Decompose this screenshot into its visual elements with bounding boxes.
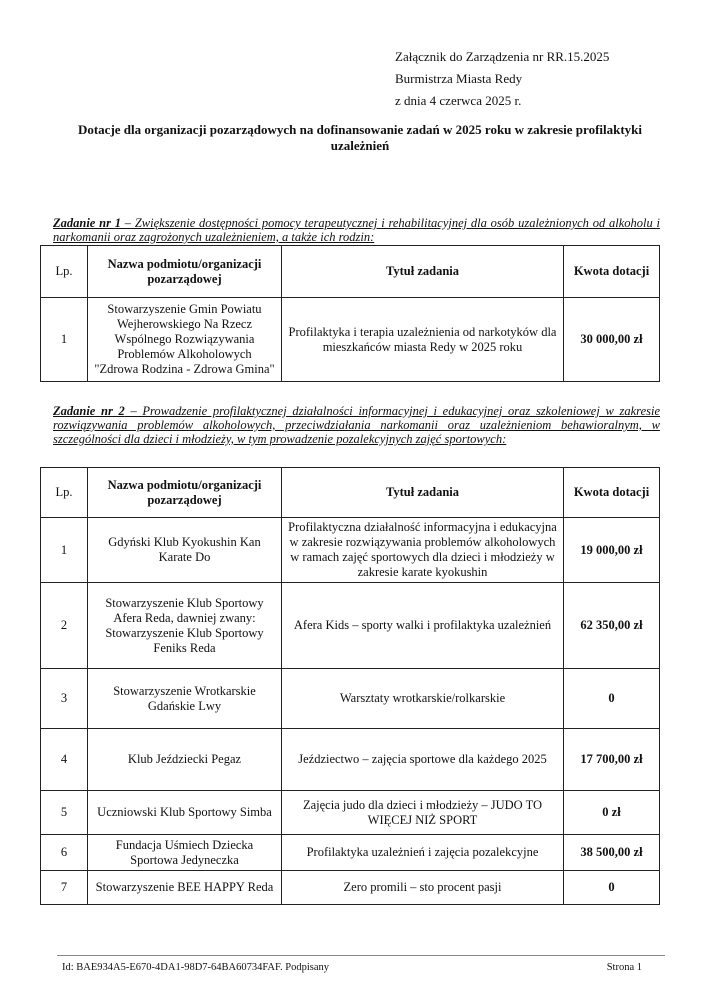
cell-title: Afera Kids – sporty walki i profilaktyka uzależnień — [282, 583, 564, 669]
document-title: Dotacje dla organizacji pozarządowych na dofinansowanie zadań w 2025 roku w zakresie profilaktyki uzależnień — [77, 122, 643, 153]
cell-name: Gdyński Klub Kyokushin Kan Karate Do — [88, 518, 282, 583]
col-title-header: Tytuł zadania — [282, 246, 564, 298]
footer-divider — [57, 955, 665, 956]
col-amount-header: Kwota dotacji — [564, 468, 660, 518]
cell-amount: 30 000,00 zł — [564, 298, 660, 382]
task1-table — [40, 245, 660, 382]
task1-description: – Zwiększenie dostępności pomocy terapeutycznej i rehabilitacyjnej dla osób uzależnionych od alkoholu i narkomanii oraz zagrożonych uzależnieniem, a także ich rodzin: — [53, 216, 660, 244]
header-line-regulation: Załącznik do Zarządzenia nr RR.15.2025 — [395, 49, 610, 64]
page-number: Strona 1 — [606, 962, 642, 973]
cell-title: Zajęcia judo dla dzieci i młodzieży – JUDO TO WIĘCEJ NIŻ SPORT — [282, 791, 564, 835]
cell-title: Warsztaty wrotkarskie/rolkarskie — [282, 669, 564, 729]
task2-heading — [53, 404, 660, 446]
cell-amount: 0 — [564, 669, 660, 729]
col-name-header: Nazwa podmiotu/organizacji pozarządowej — [88, 246, 282, 298]
cell-name: Uczniowski Klub Sportowy Simba — [88, 791, 282, 835]
cell-amount: 0 — [564, 871, 660, 905]
cell-title: Profilaktyka uzależnień i zajęcia pozalekcyjne — [282, 835, 564, 871]
col-amount-header: Kwota dotacji — [564, 246, 660, 298]
col-lp-header: Lp. — [41, 468, 88, 518]
table-row — [41, 729, 660, 791]
col-name-header: Nazwa podmiotu/organizacji pozarządowej — [88, 468, 282, 518]
table-row — [41, 871, 660, 905]
cell-amount: 19 000,00 zł — [564, 518, 660, 583]
cell-name: Stowarzyszenie BEE HAPPY Reda — [88, 871, 282, 905]
col-title-header: Tytuł zadania — [282, 468, 564, 518]
task1-table-header — [41, 246, 660, 298]
cell-lp: 2 — [41, 583, 88, 669]
table-row — [41, 791, 660, 835]
cell-name: Stowarzyszenie Gmin Powiatu Wejherowskiego Na Rzecz Wspólnego Rozwiązywania Problemów Alkoholowych "Zdrowa Rodzina - Zdrowa Gmina" — [88, 298, 282, 382]
cell-name: Fundacja Uśmiech Dziecka Sportowa Jedyneczka — [88, 835, 282, 871]
table-row — [41, 835, 660, 871]
cell-amount: 17 700,00 zł — [564, 729, 660, 791]
task2-description: – Prowadzenie profilaktycznej działalności informacyjnej i edukacyjnej oraz szkoleniowej w zakresie rozwiązywania problemów alkoholowych, przeciwdziałania narkomanii oraz uzależnieniom behawioralnym, w szczególności dla dzieci i młodzieży, w tym prowadzenie pozalekcyjnych zajęć sportowych: — [53, 404, 660, 446]
cell-lp: 3 — [41, 669, 88, 729]
col-lp-header: Lp. — [41, 246, 88, 298]
header-line-mayor: Burmistrza Miasta Redy — [395, 71, 523, 86]
cell-lp: 5 — [41, 791, 88, 835]
table-row — [41, 669, 660, 729]
cell-amount: 38 500,00 zł — [564, 835, 660, 871]
cell-title: Jeździectwo – zajęcia sportowe dla każdego 2025 — [282, 729, 564, 791]
cell-lp: 1 — [41, 518, 88, 583]
task1-heading — [53, 216, 660, 244]
header-line-date: z dnia 4 czerwca 2025 r. — [395, 93, 522, 108]
task2-table-header — [41, 468, 660, 518]
cell-lp: 6 — [41, 835, 88, 871]
document-id: Id: BAE934A5-E670-4DA1-98D7-64BA60734FAF. Podpisany — [62, 962, 330, 973]
cell-title: Zero promili – sto procent pasji — [282, 871, 564, 905]
task1-number: Zadanie nr 1 — [53, 216, 122, 230]
cell-title: Profilaktyka i terapia uzależnienia od narkotyków dla mieszkańców miasta Redy w 2025 roku — [282, 298, 564, 382]
cell-title: Profilaktyczna działalność informacyjna i edukacyjna w zakresie rozwiązywania problemów alkoholowych w ramach zajęć sportowych dla dzieci i młodzieży w zakresie karate kyokushin — [282, 518, 564, 583]
cell-lp: 7 — [41, 871, 88, 905]
cell-name: Stowarzyszenie Wrotkarskie Gdańskie Lwy — [88, 669, 282, 729]
cell-lp: 4 — [41, 729, 88, 791]
cell-name: Stowarzyszenie Klub Sportowy Afera Reda, dawniej zwany: Stowarzyszenie Klub Sportowy Feniks Reda — [88, 583, 282, 669]
task2-number: Zadanie nr 2 — [53, 404, 125, 418]
attachment-header — [395, 46, 609, 112]
table-row — [41, 518, 660, 583]
cell-lp: 1 — [41, 298, 88, 382]
cell-amount: 62 350,00 zł — [564, 583, 660, 669]
cell-name: Klub Jeździecki Pegaz — [88, 729, 282, 791]
cell-amount: 0 zł — [564, 791, 660, 835]
table-row — [41, 298, 660, 382]
table-row — [41, 583, 660, 669]
task2-table — [40, 467, 660, 905]
